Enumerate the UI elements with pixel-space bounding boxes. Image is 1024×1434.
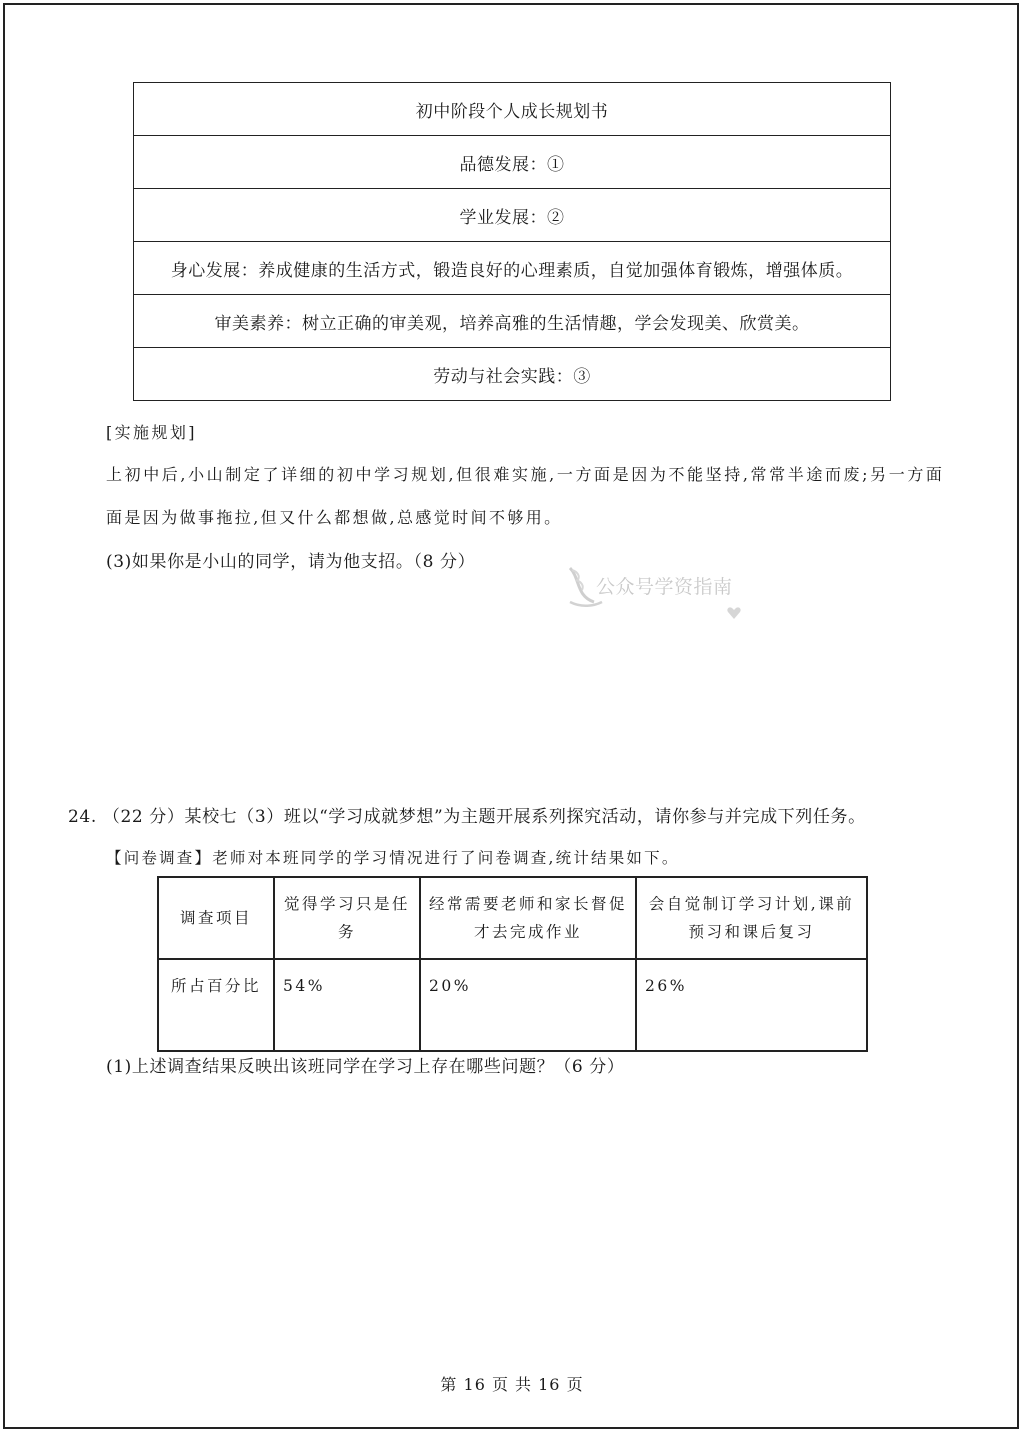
survey-header-col-2: 经常需要老师和家长督促才去完成作业: [420, 877, 636, 959]
plan-row-labor: 劳动与社会实践：③: [134, 348, 891, 401]
plan-row-moral: 品德发展：①: [134, 136, 891, 189]
survey-value-2: 20%: [420, 959, 636, 1051]
page-footer: 第 16 页 共 16 页: [440, 1375, 584, 1394]
survey-value-1: 54%: [274, 959, 420, 1051]
survey-header-item: 调查项目: [158, 877, 274, 959]
survey-intro: 【问卷调查】老师对本班同学的学习情况进行了问卷调查,统计结果如下。: [106, 849, 680, 867]
survey-value-3: 26%: [636, 959, 867, 1051]
question-1: (1)上述调查结果反映出该班同学在学习上存在哪些问题？（6 分）: [106, 1057, 625, 1077]
watermark-text: 公众号学资指南: [596, 576, 733, 598]
implementation-text-line-1: 上初中后,小山制定了详细的初中学习规划,但很难实施,一方面是因为不能坚持,常常半途而废;另一方面: [106, 465, 945, 484]
survey-header-col-3: 会自觉制订学习计划,课前预习和课后复习: [636, 877, 867, 959]
survey-row-label: 所占百分比: [158, 959, 274, 1051]
watermark: [566, 562, 766, 622]
survey-table: [157, 876, 868, 1052]
heart-icon: [726, 606, 742, 620]
growth-plan-table: [133, 82, 891, 401]
question-3: (3)如果你是小山的同学，请为他支招。（8 分）: [106, 552, 476, 572]
question-24-title: 24. （22 分）某校七（3）班以“学习成就梦想”为主题开展系列探究活动，请你参与并完成下列任务。: [68, 807, 866, 827]
plan-row-academic: 学业发展：②: [134, 189, 891, 242]
implementation-heading: [实施规划]: [106, 423, 197, 442]
plan-row-aesthetic: 审美素养：树立正确的审美观，培养高雅的生活情趣，学会发现美、欣赏美。: [134, 295, 891, 348]
plan-row-physical-mental: 身心发展：养成健康的生活方式，锻造良好的心理素质，自觉加强体育锻炼，增强体质。: [134, 242, 891, 295]
plan-table-title: 初中阶段个人成长规划书: [134, 83, 891, 136]
implementation-text-line-2: 面是因为做事拖拉,但又什么都想做,总感觉时间不够用。: [106, 508, 563, 527]
survey-header-col-1: 觉得学习只是任务: [274, 877, 420, 959]
